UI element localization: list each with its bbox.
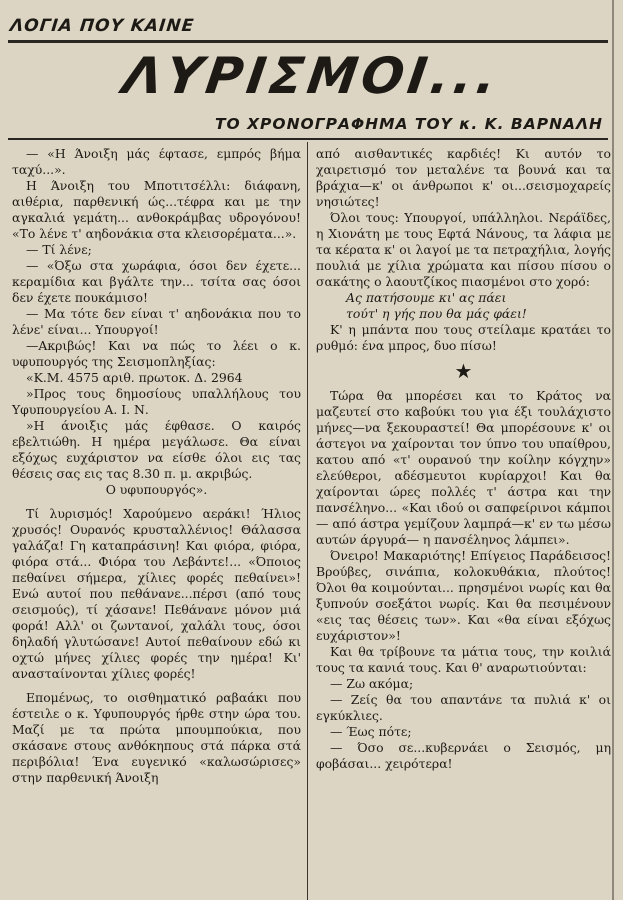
page-fold-line: [612, 0, 614, 900]
paragraph: Και θα τρίβουνε τα μάτια τους, την κοιλιά τους τα κανιά τους. Και θ' αναρωτιούνται:: [316, 644, 611, 675]
dialogue-line: — Έως πότε;: [330, 724, 412, 739]
left-column: [12, 146, 301, 786]
star-divider-icon: ★: [454, 359, 473, 383]
paragraph: »Προς τους δημοσίους υπαλλήλους του Υφυπουργείου Α. Ι. Ν.: [12, 386, 301, 417]
headline: ΛΥΡΙΣΜΟΙ...: [119, 47, 504, 105]
paragraph: «Κ.Μ. 4575 αριθ. πρωτοκ. Δ. 2964: [26, 370, 243, 385]
paragraph: — «Η Άνοιξη μάς έφτασε, εμπρός βήμα ταχύ...».: [12, 146, 301, 177]
paragraph: Τί λυρισμός! Χαρούμενο αεράκι! Ήλιος χρυσός! Ουρανός κρυσταλλένιος! Θάλασσα γαλάζα! Γη καταπράσινη! Και φιόρα, φιόρα, φιόρα στά... Φιόρα του Λεβάντε!... «Όποιος πεθαίνει σήμερα, χίλιες φορές πεθαίνει»! Ενώ αυτοί που πεθάνανε...πέρσι (από τους σεισμούς), τί χάσανε! Πεθάνανε μόνον μιά φορά! Αλλ' οι ζωντανοί, χαλάλι τους, όσοι δηλαδή γλυτώσανε! Αυτοί πεθαίνουν εδώ κι οχτώ μήνες χίλιες φορές την ημέρα! Κι' ανασταίνονται χίλιες φορές!: [12, 506, 301, 681]
dialogue-line: — Όσο σε...κυβερνάει ο Σεισμός, μη φοβάσαι... χειρότερα!: [316, 740, 611, 771]
paragraph: Όλοι τους: Υπουργοί, υπάλληλοι. Νεράϊδες, η Χιονάτη με τους Εφτά Νάνους, τα λάφια με τα κέρατα κ' οι λαγοί με τα πετραχήλια, λογής πουλιά με χίλια χρώματα και πίσου πίσου ο σακάτης ο λαουτζίκος πιασμένοι στο χορό:: [316, 210, 611, 289]
paragraph: Όνειρο! Μακαριότης! Επίγειος Παράδεισος! Βρούβες, σινάπια, κολοκυθάκια, πλούτος! Όλοι θα κοιμούνται... πρησμένοι νωρίς και θα ξυπνούν σοεξάτοι νωρίς. Και θα πεσιμένουν «εις τας θέσεις των». Και «θα είναι εξόχως ευχάριστον»!: [316, 548, 611, 643]
paragraph: Επομένως, το οισθηματικό ραβαάκι που έστειλε ο κ. Υφυπουργός ήρθε στην ώρα του. Μαζί με τα πρώτα μπουμπούκια, που σκάσανε στους ανθόκηπους στά πάρκα στά περιβόλια! Ένα ευγενικό «καλωσώρισες» στην παρθενική Άνοιξη: [12, 690, 301, 785]
signature-line: Ο υφυπουργός».: [105, 482, 208, 497]
paragraph: —Ακριβώς! Και να πώς το λέει ο κ. υφυπουργός της Σεισμοπληξίας:: [12, 338, 301, 369]
byline: ΤΟ ΧΡΟΝΟΓΡΑΦΗΜΑ ΤΟΥ κ. Κ. ΒΑΡΝΑΛΗ: [214, 115, 603, 133]
paragraph: — Τί λένε;: [26, 242, 92, 257]
verse-line: Ας πατήσουμε κι' ας πάει: [346, 290, 507, 305]
paragraph: από αισθαντικές καρδιές! Κι αυτόν το χαιρετισμό τον μεταλένε τα βουνά και τα βράχια—κ' οι άνθρωποι κ' οι...σεισμοχαρείς νησιώτες!: [316, 146, 611, 209]
right-column: [316, 146, 611, 772]
paragraph: Τώρα θα μπορέσει και το Κράτος να μαζευτεί στο καβούκι του για έξι τουλάχιστο μήνες—να ξεκουραστεί! Θα μπορέσουνε κ' οι άστεγοι να χαίρονται τον ύπνο του υπαίθρου, κατου από «τ' ουρανού την κοίλην κόγχην» ελεύθεροι, αδέσμευτοι κυρίαρχοι! Και θα χαίρονται ώρες πολλές τ' άστρα και την πανσέληνο... «Και ιδού οι σαπφείρινοι κάμποι — από άστρα γεμίζουν λαμπρά—κ' εν τω μέσω αυτών άργυρά— η πανσέληνος λάμπει».: [316, 388, 611, 547]
paragraph: — Μα τότε δεν είναι τ' αηδονάκια που το λένε' είναι... Υπουργοί!: [12, 306, 301, 337]
rubric-rule: [8, 40, 608, 43]
dialogue-line: — Ζείς θα του απαντάνε τα πυλιά κ' οι εγκύκλιες.: [316, 692, 611, 723]
verse-line: τούτ' η γής που θα μάς φάει!: [346, 306, 527, 321]
paragraph: — «Όξω στα χωράφια, όσοι δεν έχετε... κεραμίδια και βγάλτε την... τσίτα σας όσοι δεν έχετε πουκάμισο!: [12, 258, 301, 305]
column-rubric: ΛΟΓΙΑ ΠΟΥ ΚΑΙΝΕ: [8, 16, 196, 36]
dialogue-line: — Ζω ακόμα;: [330, 676, 414, 691]
byline-rule: [8, 138, 608, 140]
paragraph: Η Άνοιξη του Μποτιτσέλλι: διάφανη, αιθέρια, παρθενική ώς...τέφρα και με την αγκαλιά γεμάτη... ανθοκράμβας υδρογόνου! «Το λένε τ' αηδονάκια στα κλεισορέματα...».: [12, 178, 301, 241]
paragraph: »Η άνοιξις μάς έφθασε. Ο καιρός εβελτιώθη. Η ημέρα μεγάλωσε. Θα είναι εξόχως ευχάριστον να είσθε όλοι εις τας θέσεις σας εις τας 8.30 π. μ. ακριβώς.: [12, 418, 301, 481]
paragraph: Κ' η μπάντα που τους στείλαμε κρατάει το ρυθμό: ένα μπρος, δυο πίσω!: [316, 322, 611, 353]
column-divider: [307, 142, 308, 900]
